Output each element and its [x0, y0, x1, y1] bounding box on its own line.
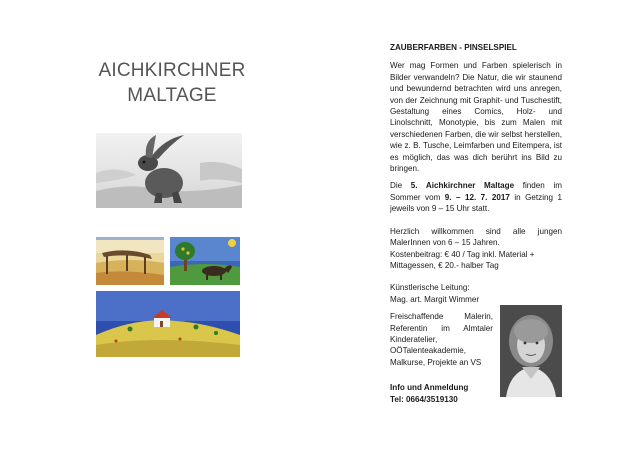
- event-paragraph: Die 5. Aichkirchner Maltage finden im Sommer vom 9. – 12. 7. 2017 in Getzing 1 jeweils von 9 – 15 Uhr statt.: [390, 181, 562, 214]
- flyer-title: [72, 58, 272, 108]
- phone-number: Tel: 0664/3519130: [390, 394, 458, 404]
- section-heading: ZAUBERFARBEN - PINSELSPIEL: [390, 43, 517, 52]
- welcome-paragraph: Herzlich willkommen sind alle jungen MalerInnen von 6 – 15 Jahren.: [390, 226, 562, 248]
- event-dates: 9. – 12. 7. 2017: [444, 192, 510, 202]
- bio-paragraph: Freischaffende Malerin, Referentin im Almtaler Kinderatelier, OÖTalenteakademie, Malkurse, Projekte an VS: [390, 312, 493, 367]
- title-line-2: MALTAGE: [127, 85, 217, 106]
- title-line-1: AICHKIRCHNER: [98, 60, 246, 81]
- leader-label: Künstlerische Leitung:: [390, 283, 470, 293]
- cost-line: Kostenbeitrag: € 40 / Tag inkl. Material + Mittagessen, € 20.- halber Tag: [390, 249, 535, 270]
- horse-painting-image: [170, 237, 240, 285]
- leader-name: Mag. art. Margit Wimmer: [390, 294, 480, 304]
- desert-painting-image: [96, 237, 164, 285]
- hare-drawing-image: [96, 133, 242, 208]
- info-label: Info und Anmeldung: [390, 383, 469, 393]
- intro-paragraph: Wer mag Formen und Farben spielerisch in Bilder verwandeln? Die Natur, die wir staunend und bewundernd betrachten wird uns anregen, von der Zeichnung mit Graphit- und Tuschestift, Gestaltung eines Comics, Holz- und Linolschnitt, Monotypie, bis zum Malen mit verschiedenen Farben, die wir selbst herstellen, wie z. B. Tusche, Leimfarben und Eitempera, ist es möglich, das was dich berührt ins Bild zu bringen.: [390, 61, 562, 174]
- artist-portrait-image: [500, 305, 562, 397]
- event-name: 5. Aichkirchner Maltage: [410, 181, 515, 191]
- hill-house-painting-image: [96, 291, 240, 357]
